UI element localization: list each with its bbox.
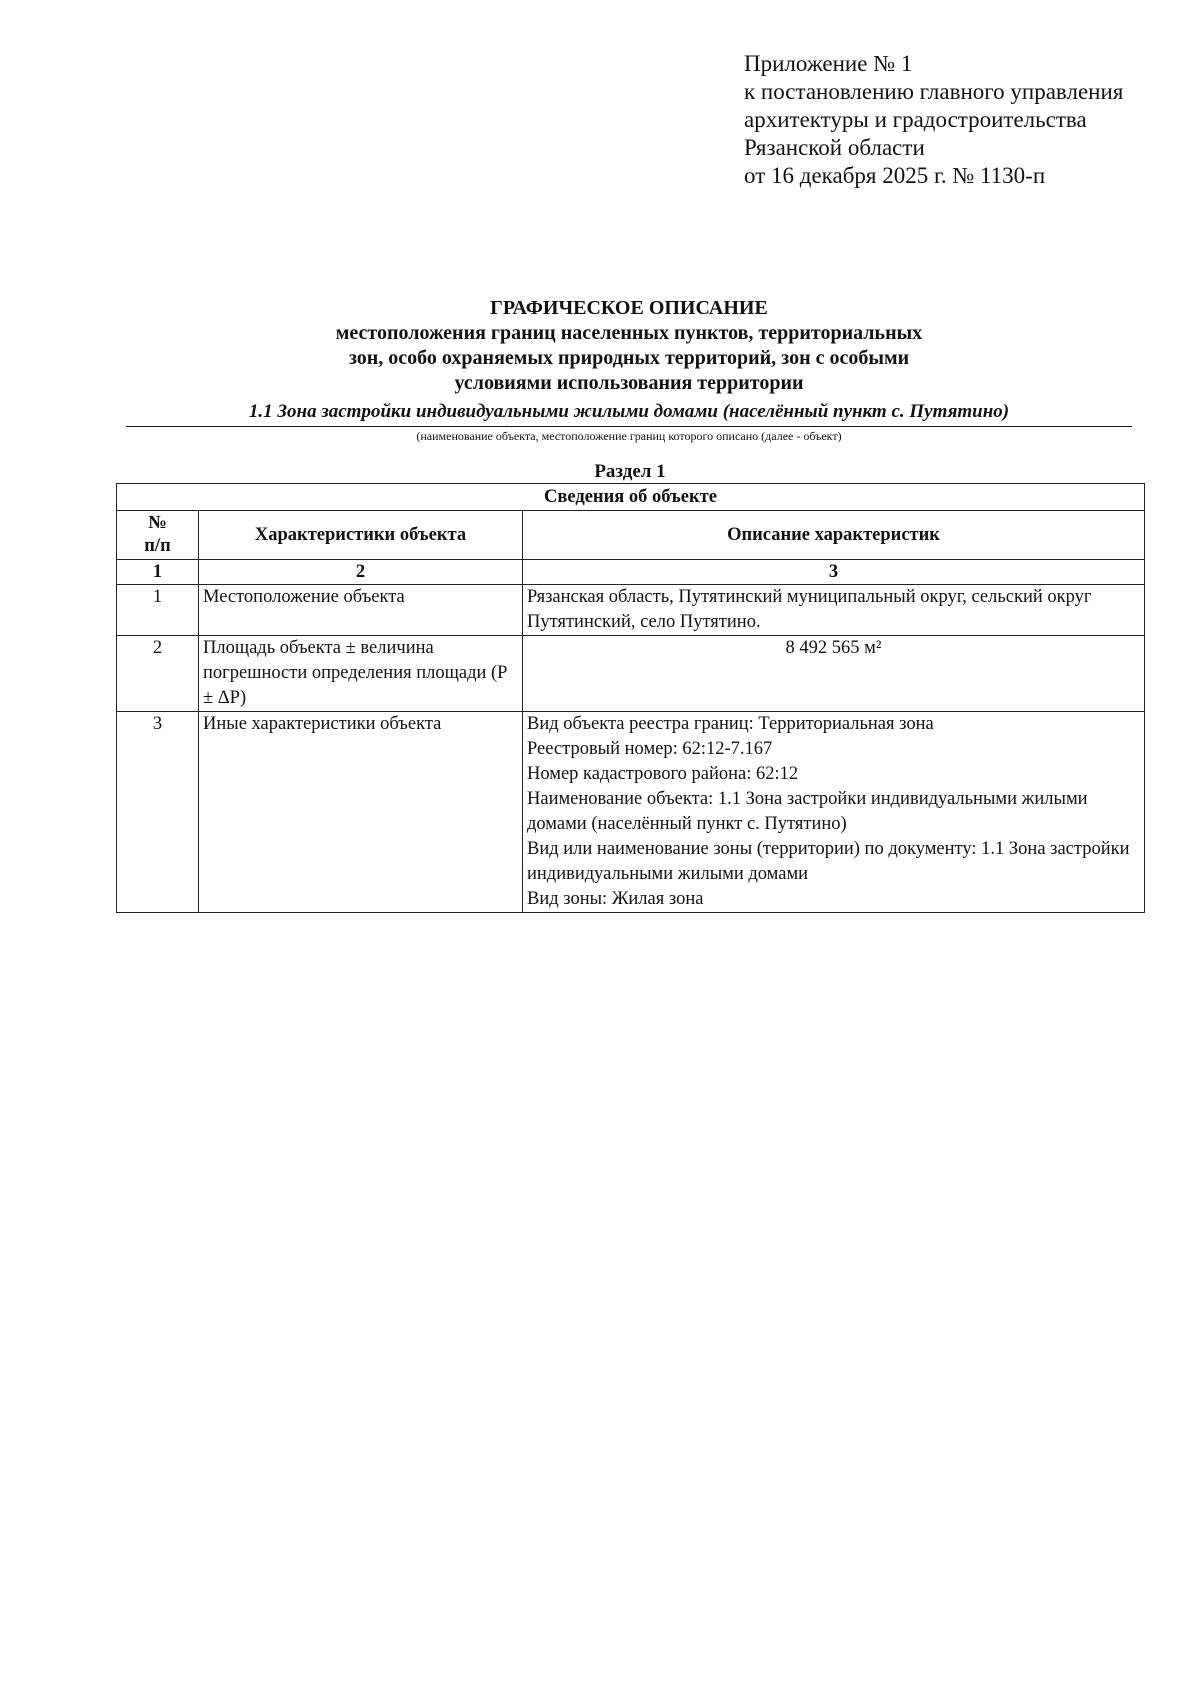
description-line: Номер кадастрового района: 62:12 bbox=[527, 764, 799, 784]
header-num bbox=[117, 511, 199, 560]
object-name: 1.1 Зона застройки индивидуальными жилыми домами (населённый пункт с. Путятино) bbox=[248, 401, 1010, 422]
appendix-line: к постановлению главного управления bbox=[744, 79, 1124, 104]
table-row bbox=[117, 712, 1145, 913]
row-number: 3 bbox=[117, 712, 199, 913]
appendix-line: Рязанской области bbox=[744, 135, 925, 160]
row-description bbox=[523, 712, 1145, 913]
column-number: 2 bbox=[199, 560, 523, 585]
description-line: Реестровый номер: 62:12-7.167 bbox=[527, 739, 773, 759]
header-description: Описание характеристик bbox=[523, 511, 1145, 560]
object-name-caption: (наименование объекта, местоположение границ которого описано (далее - объект) bbox=[416, 429, 842, 443]
header-num-line2: п/п bbox=[144, 536, 171, 556]
header-characteristics: Характеристики объекта bbox=[199, 511, 523, 560]
table-caption: Сведения об объекте bbox=[117, 484, 1145, 511]
object-name-underline bbox=[126, 426, 1132, 427]
column-number-row bbox=[117, 560, 1145, 585]
table-row bbox=[117, 585, 1145, 636]
row-description: Рязанская область, Путятинский муниципальный округ, сельский округ Путятинский, село Путятино. bbox=[523, 585, 1145, 636]
column-number: 1 bbox=[117, 560, 199, 585]
description-line: Вид зоны: Жилая зона bbox=[527, 889, 704, 909]
document-subtitle-line: местоположения границ населенных пунктов, территориальных bbox=[335, 322, 923, 344]
row-characteristic: Местоположение объекта bbox=[199, 585, 523, 636]
row-characteristic: Площадь объекта ± величина погрешности определения площади (P ± ΔP) bbox=[199, 636, 523, 712]
table-header-row bbox=[117, 511, 1145, 560]
appendix-reference bbox=[744, 50, 1184, 190]
section-title: Раздел 1 bbox=[594, 461, 666, 482]
description-line: Вид или наименование зоны (территории) по документу: 1.1 Зона застройки индивидуальными жилыми домами bbox=[527, 839, 1130, 884]
description-line: Вид объекта реестра границ: Территориальная зона bbox=[527, 714, 934, 734]
document-subtitle-line: зон, особо охраняемых природных территорий, зон с особыми bbox=[348, 347, 910, 369]
table-caption-row bbox=[117, 484, 1145, 511]
appendix-line: архитектуры и градостроительства bbox=[744, 107, 1087, 132]
document-heading bbox=[126, 296, 1132, 396]
appendix-line: от 16 декабря 2025 г. № 1130-п bbox=[744, 163, 1046, 188]
table-row bbox=[117, 636, 1145, 712]
document-title: ГРАФИЧЕСКОЕ ОПИСАНИЕ bbox=[490, 297, 768, 319]
row-number: 1 bbox=[117, 585, 199, 636]
row-number: 2 bbox=[117, 636, 199, 712]
appendix-line: Приложение № 1 bbox=[744, 51, 913, 76]
header-num-line1: № bbox=[148, 513, 167, 533]
description-line: Наименование объекта: 1.1 Зона застройки индивидуальными жилыми домами (населённый пункт с. Путятино) bbox=[527, 789, 1088, 834]
column-number: 3 bbox=[523, 560, 1145, 585]
row-characteristic: Иные характеристики объекта bbox=[199, 712, 523, 913]
row-description: 8 492 565 м² bbox=[523, 636, 1145, 712]
object-info-table bbox=[116, 483, 1145, 913]
document-subtitle-line: условиями использования территории bbox=[454, 372, 804, 394]
